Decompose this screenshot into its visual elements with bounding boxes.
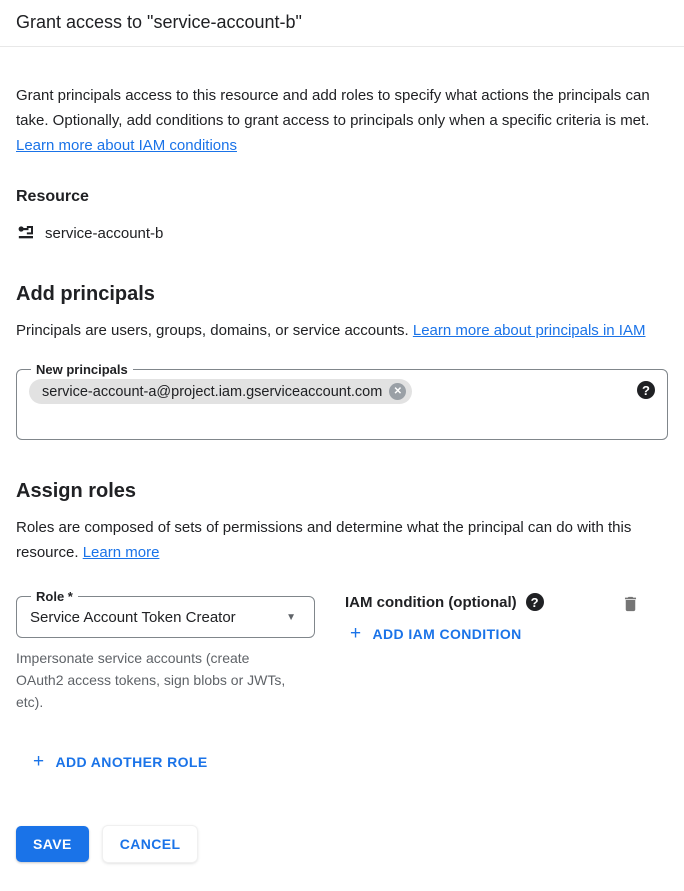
principals-learn-more-link[interactable]: Learn more about principals in IAM: [412, 322, 646, 339]
new-principals-field[interactable]: [16, 362, 668, 440]
role-description: Impersonate service accounts (create OAuth2 access tokens, sign blobs or JWTs, etc).: [16, 650, 286, 710]
save-button[interactable]: SAVE: [16, 826, 89, 862]
dialog-actions: [16, 826, 668, 862]
chevron-down-icon: ▼: [286, 612, 296, 623]
assign-roles-text: Roles are composed of sets of permissions and determine what the principal can do with this resource.: [16, 519, 632, 561]
role-column: [16, 589, 315, 713]
role-select[interactable]: [29, 604, 302, 637]
role-select-field[interactable]: [16, 589, 315, 638]
add-principals-heading: Add principals: [16, 283, 155, 305]
chip-remove-icon[interactable]: ✕: [389, 383, 406, 400]
dialog-body: [0, 83, 684, 862]
iam-condition-help-icon[interactable]: ?: [526, 593, 544, 611]
resource-name: service-account-b: [45, 224, 164, 242]
add-another-role-button[interactable]: [33, 752, 208, 771]
dialog-header: [0, 0, 684, 47]
add-iam-condition-button[interactable]: [350, 624, 522, 643]
roles-learn-more-link[interactable]: Learn more: [82, 544, 160, 561]
add-principals-text: Principals are users, groups, domains, or service accounts.: [16, 322, 409, 339]
iam-conditions-link[interactable]: Learn more about IAM conditions: [16, 137, 237, 154]
intro-text: Grant principals access to this resource and add roles to specify what actions the principals can take. Optionally, add conditions to grant access to principals only when a specific criteria is met.: [16, 87, 650, 129]
resource-row: [16, 223, 668, 243]
role-label: Role *: [36, 589, 73, 604]
role-row: [16, 589, 668, 713]
resource-heading: Resource: [16, 188, 89, 205]
principals-help-icon[interactable]: ?: [637, 381, 655, 399]
service-account-icon: [16, 223, 36, 243]
principal-chip-text: service-account-a@project.iam.gserviceaccount.com: [42, 383, 383, 400]
new-principals-label: New principals: [36, 362, 128, 377]
add-iam-condition-label: ADD IAM CONDITION: [372, 625, 522, 642]
cancel-button[interactable]: CANCEL: [103, 826, 198, 862]
add-principals-description: [16, 318, 668, 343]
delete-role-button[interactable]: [621, 594, 640, 617]
iam-condition-label: IAM condition (optional): [345, 593, 517, 611]
principal-chip[interactable]: [29, 379, 412, 404]
role-selected-value: Service Account Token Creator: [30, 609, 236, 626]
iam-condition-column: [345, 589, 544, 644]
intro-paragraph: [16, 83, 668, 158]
trash-icon: [621, 602, 640, 617]
add-another-role-label: ADD ANOTHER ROLE: [55, 753, 208, 770]
plus-icon: +: [33, 751, 45, 772]
dialog-title: Grant access to "service-account-b": [16, 12, 302, 32]
assign-roles-description: [16, 515, 668, 565]
assign-roles-heading: Assign roles: [16, 480, 137, 502]
plus-icon: +: [350, 623, 362, 644]
